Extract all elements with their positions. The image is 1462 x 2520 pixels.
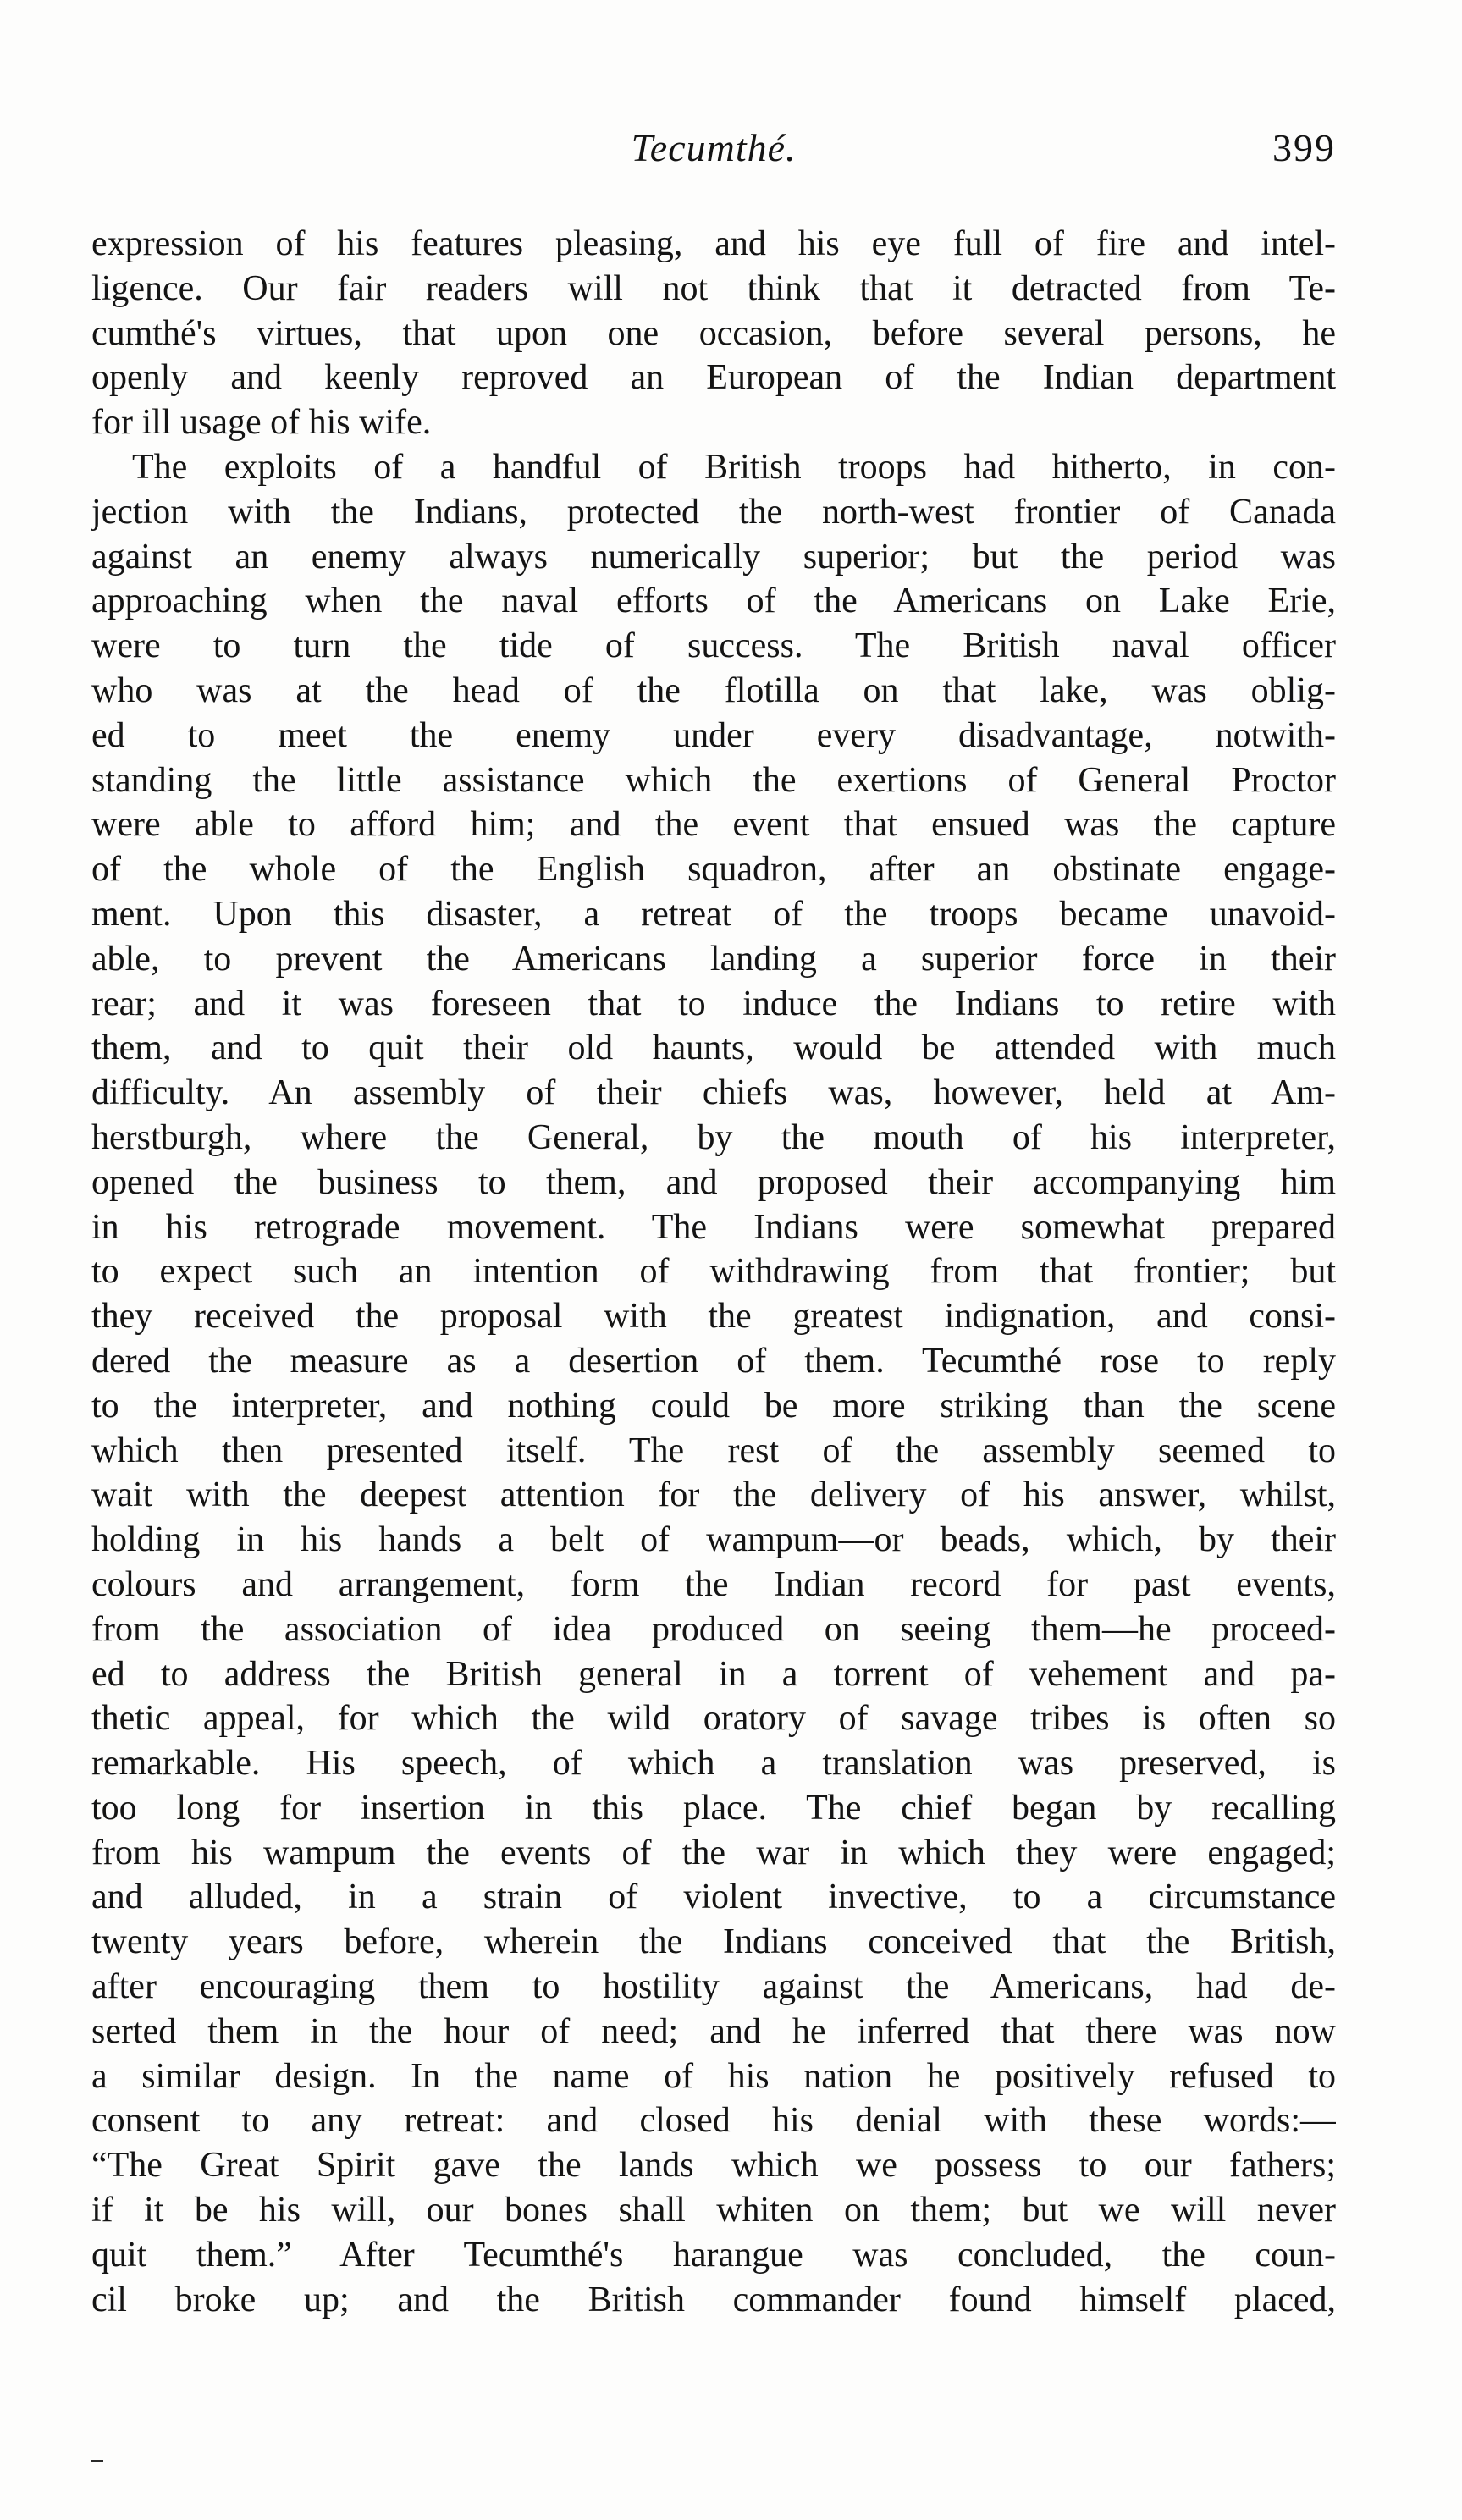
text-line: holding in his hands a belt of wampum—or beads, which, by their (91, 1520, 1336, 1560)
text-line: dered the measure as a desertion of them. Tecumthé rose to reply (91, 1341, 1336, 1381)
text-line: of the whole of the English squadron, after an obstinate engage- (91, 850, 1336, 890)
running-title: Tecumthé. (631, 126, 797, 169)
text-line: to expect such an intention of withdrawing from that frontier; but (91, 1252, 1336, 1292)
text-line: them, and to quit their old haunts, would be attended with much (91, 1028, 1336, 1068)
text-line: which then presented itself. The rest of the assembly seemed to (91, 1431, 1336, 1470)
text-line: herstburgh, where the General, by the mouth of his interpreter, (91, 1117, 1336, 1157)
text-line: were to turn the tide of success. The British naval officer (91, 626, 1336, 666)
text-line: wait with the deepest attention for the delivery of his answer, whilst, (91, 1475, 1336, 1515)
text-line: jection with the Indians, protected the north-west frontier of Canada (91, 492, 1336, 532)
text-line: twenty years before, wherein the Indians conceived that the British, (91, 1922, 1336, 1962)
text-line: able, to prevent the Americans landing a superior force in their (91, 939, 1336, 979)
text-line: for ill usage of his wife. (91, 403, 432, 443)
text-line: and alluded, in a strain of violent invective, to a circumstance (91, 1878, 1336, 1917)
running-header (91, 125, 1336, 176)
text-line: remarkable. His speech, of which a translation was preserved, is (91, 1744, 1336, 1784)
text-line: against an enemy always numerically superior; but the period was (91, 537, 1336, 576)
text-line: expression of his features pleasing, and his eye full of fire and intel- (91, 224, 1336, 263)
text-line: too long for insertion in this place. The chief began by recalling (91, 1788, 1336, 1828)
text-line: from the association of idea produced on seeing them—he proceed- (91, 1609, 1336, 1649)
text-line: colours and arrangement, form the Indian record for past events, (91, 1564, 1336, 1604)
text-line: were able to afford him; and the event that ensued was the capture (91, 805, 1336, 845)
text-line: after encouraging them to hostility against the Americans, had de- (91, 1967, 1336, 2007)
text-line: ed to address the British general in a torrent of vehement and pa- (91, 1654, 1336, 1694)
text-line: serted them in the hour of need; and he inferred that there was now (91, 2011, 1336, 2051)
text-line: ment. Upon this disaster, a retreat of the troops became unavoid- (91, 894, 1336, 934)
text-line: rear; and it was foreseen that to induce the Indians to retire with (91, 984, 1336, 1023)
text-line: they received the proposal with the greatest indignation, and consi- (91, 1297, 1336, 1337)
text-line: approaching when the naval efforts of the Americans on Lake Erie, (91, 582, 1336, 621)
text-line: consent to any retreat: and closed his denial with these words:— (91, 2101, 1336, 2141)
text-line: a similar design. In the name of his nation he positively refused to (91, 2056, 1336, 2096)
text-line: “The Great Spirit gave the lands which we possess to our fathers; (91, 2146, 1336, 2186)
text-line: quit them.” After Tecumthé's harangue was concluded, the coun- (91, 2235, 1336, 2275)
text-line: in his retrograde movement. The Indians were somewhat prepared (91, 1207, 1336, 1247)
text-line: if it be his will, our bones shall whiten on them; but we will never (91, 2191, 1336, 2231)
body-text (91, 222, 1336, 2322)
text-line: ed to meet the enemy under every disadvantage, notwith- (91, 715, 1336, 755)
page-number: 399 (1272, 126, 1336, 169)
text-line: standing the little assistance which the exertions of General Proctor (91, 760, 1336, 800)
printer-mark (91, 2460, 103, 2462)
text-line: ligence. Our fair readers will not think that it detracted from Te- (91, 268, 1336, 308)
text-line: The exploits of a handful of British troops had hitherto, in con- (132, 447, 1336, 487)
text-line: to the interpreter, and nothing could be more striking than the scene (91, 1386, 1336, 1425)
text-line: thetic appeal, for which the wild oratory of savage tribes is often so (91, 1699, 1336, 1739)
text-line: opened the business to them, and proposed their accompanying him (91, 1162, 1336, 1202)
text-line: from his wampum the events of the war in which they were engaged; (91, 1833, 1336, 1872)
text-line: openly and keenly reproved an European of the Indian department (91, 358, 1336, 398)
text-line: who was at the head of the flotilla on that lake, was oblig- (91, 670, 1336, 710)
text-line: difficulty. An assembly of their chiefs was, however, held at Am- (91, 1073, 1336, 1113)
text-line: cumthé's virtues, that upon one occasion, before several persons, he (91, 313, 1336, 353)
text-line: cil broke up; and the British commander found himself placed, (91, 2280, 1336, 2319)
